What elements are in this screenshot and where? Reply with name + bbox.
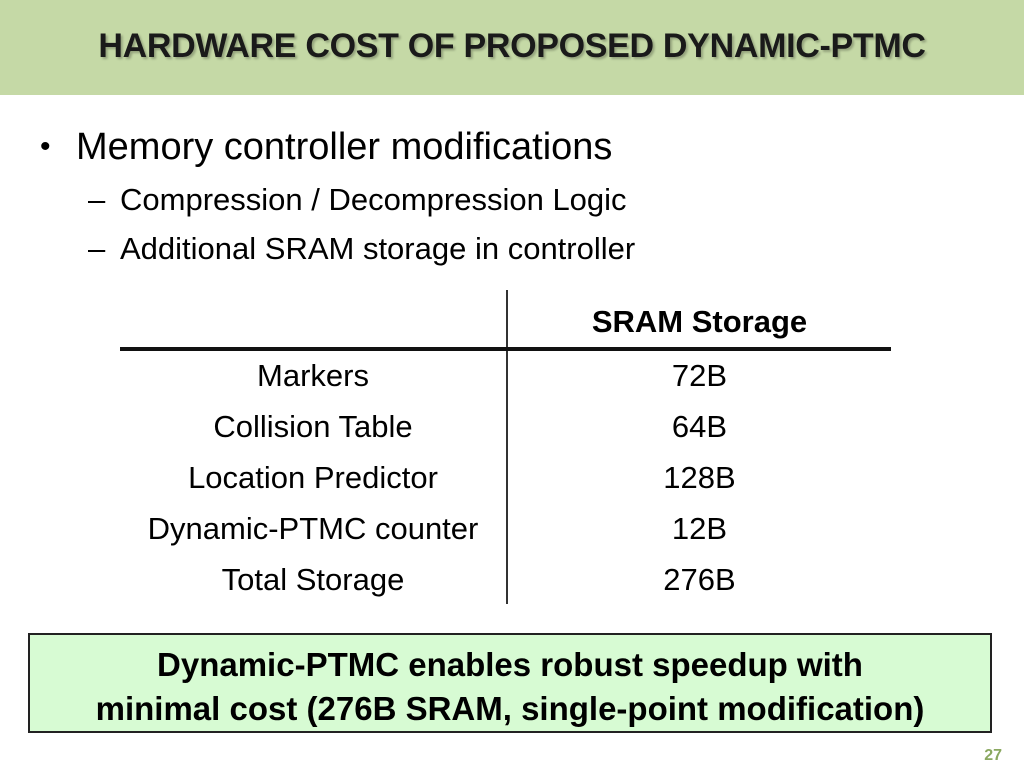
bullet-dot: • bbox=[40, 130, 51, 163]
table-row-label: Markers bbox=[257, 358, 369, 393]
sub-item-text: Additional SRAM storage in controller bbox=[120, 231, 636, 266]
bullet-text: Memory controller modifications bbox=[76, 126, 613, 168]
slide-title: HARDWARE COST OF PROPOSED DYNAMIC-PTMC bbox=[98, 27, 926, 65]
table-row-value: 276B bbox=[663, 562, 736, 597]
table-row-value: 64B bbox=[671, 409, 728, 444]
sub-item-dash: – bbox=[88, 182, 106, 217]
callout-line-1: Dynamic-PTMC enables robust speedup with bbox=[157, 646, 863, 683]
sub-item-dash: – bbox=[88, 231, 106, 266]
table-row-value: 128B bbox=[663, 460, 736, 495]
conclusion-callout bbox=[28, 633, 992, 733]
sub-item-text: Compression / Decompression Logic bbox=[120, 182, 627, 217]
page-number: 27 bbox=[984, 747, 1002, 764]
table-row-value: 72B bbox=[671, 358, 728, 393]
table-column-header: SRAM Storage bbox=[591, 304, 808, 339]
callout-line-2: minimal cost (276B SRAM, single-point modification) bbox=[95, 690, 925, 727]
table-row-label: Total Storage bbox=[221, 562, 405, 597]
table-row-label: Collision Table bbox=[213, 409, 413, 444]
table-header-rule bbox=[120, 347, 891, 351]
table-row-label: Location Predictor bbox=[188, 460, 438, 495]
table-row-label: Dynamic-PTMC counter bbox=[147, 511, 479, 546]
table-row-value: 12B bbox=[671, 511, 728, 546]
